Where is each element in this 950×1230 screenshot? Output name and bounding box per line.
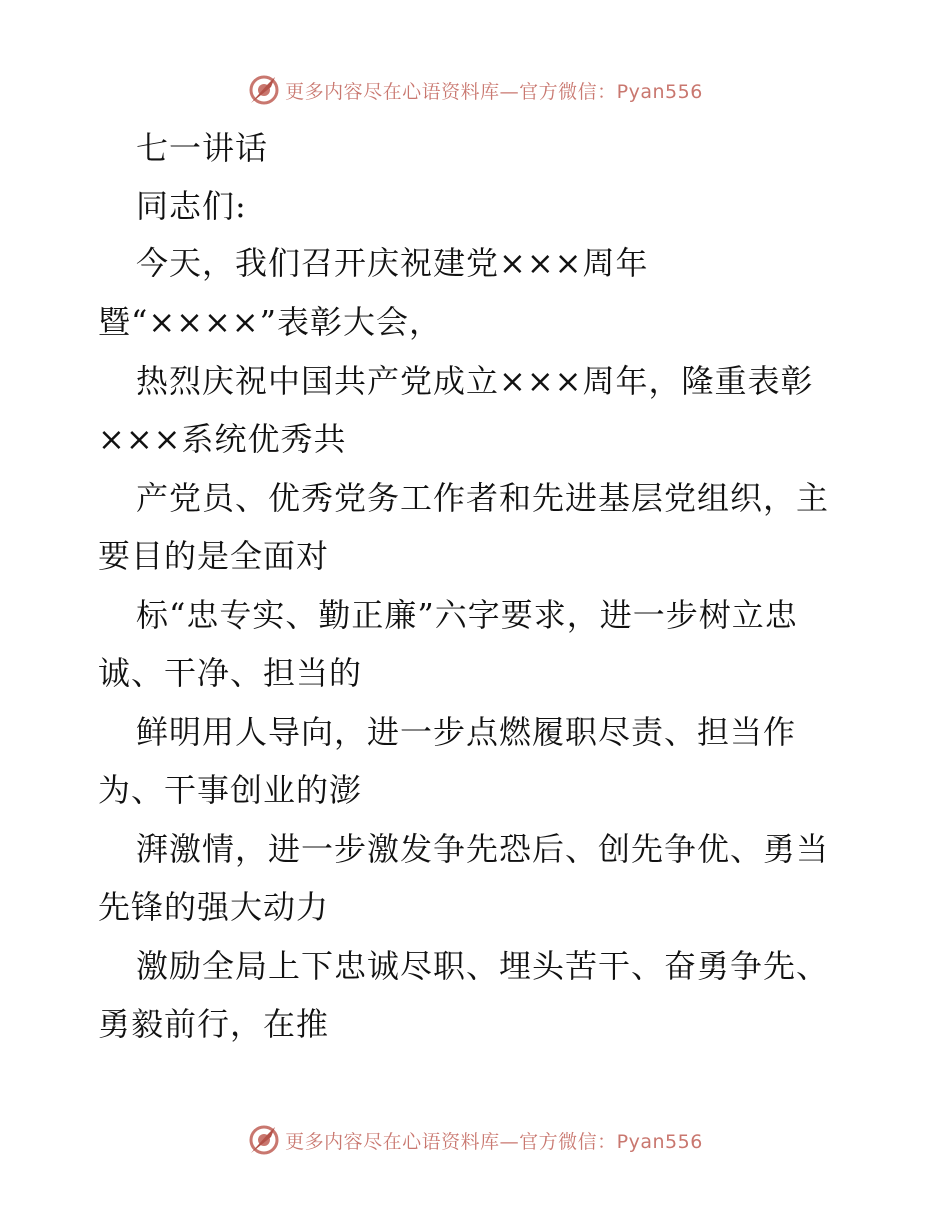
paragraph-line: 暨“××××”表彰大会， bbox=[98, 303, 442, 341]
paragraph-line: 要目的是全面对 bbox=[98, 537, 330, 575]
document-title: 七一讲话 bbox=[136, 129, 269, 167]
paragraph-line: 激励全局上下忠诚尽职、埋头苦干、奋勇争先、 bbox=[136, 947, 830, 985]
paragraph-line: 先锋的强大动力 bbox=[98, 888, 330, 926]
paragraph-line: 为、干事创业的澎 bbox=[98, 771, 363, 809]
paragraph-line: 勇毅前行，在推 bbox=[98, 1005, 330, 1043]
watermark-text: 更多内容尽在心语资料库—官方微信：Pyan556 bbox=[285, 80, 703, 103]
paragraph-line: 标“忠专实、勤正廉”六字要求，进一步树立忠 bbox=[136, 596, 798, 634]
paragraph-line: 今天，我们召开庆祝建党×××周年 bbox=[136, 244, 649, 282]
paragraph-line: 产党员、优秀党务工作者和先进基层党组织，主 bbox=[136, 479, 830, 517]
paragraph-line: 诚、干净、担当的 bbox=[98, 654, 363, 692]
paragraph-line: 湃激情，进一步激发争先恐后、创先争优、勇当 bbox=[136, 830, 830, 868]
paragraph-line: ×××系统优秀共 bbox=[98, 420, 347, 458]
paragraph-line: 热烈庆祝中国共产党成立×××周年，隆重表彰 bbox=[136, 362, 814, 400]
salutation: 同志们: bbox=[136, 187, 247, 225]
quill-logo-icon bbox=[247, 1123, 281, 1157]
watermark-footer bbox=[0, 1120, 950, 1160]
paragraph-line: 鲜明用人导向，进一步点燃履职尽责、担当作 bbox=[136, 713, 797, 751]
watermark-text: 更多内容尽在心语资料库—官方微信：Pyan556 bbox=[285, 1130, 703, 1153]
watermark-header bbox=[0, 70, 950, 110]
quill-logo-icon bbox=[247, 73, 281, 107]
